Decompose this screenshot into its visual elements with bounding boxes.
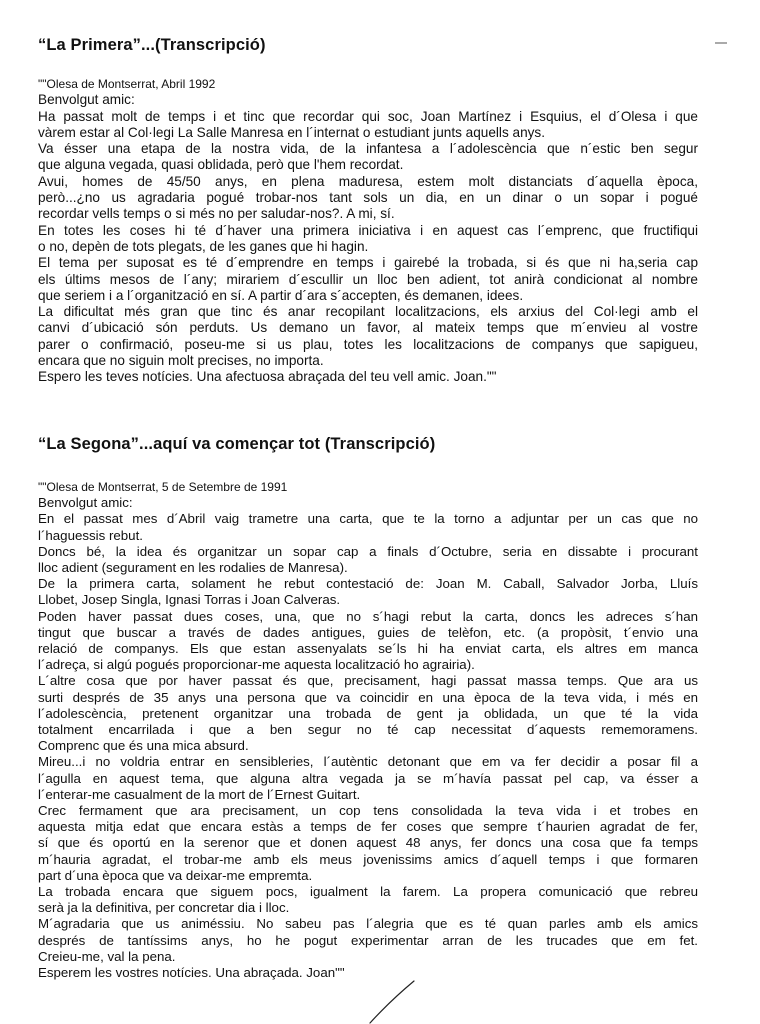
- letter-2-line: M´agradaria que us animéssiu. No sabeu pas l´alegria que es té quan parles amb els amics: [38, 916, 698, 932]
- letter-1-line: En totes les coses hi té d´haver una primera iniciativa i en aquest cas l´emprenc, que fructifiqui: [38, 222, 698, 238]
- letter-2-line: totalment encarrilada i que a ben segur no té cap necessitat d´aquests rememoramens.: [38, 722, 698, 738]
- letter-1-line: Ha passat molt de temps i et tinc que recordar qui soc, Joan Martínez i Esquius, el d´Olesa i que: [38, 108, 698, 124]
- letter-1-dateline: ""Olesa de Montserrat, Abril 1992: [38, 77, 216, 91]
- letter-2: [38, 479, 698, 981]
- letter-2-line: Mireu...i no voldria entrar en sensibleries, l´autèntic detonant que em va fer decidir a posar fil a: [38, 754, 698, 770]
- letter-2-line: després de tantíssims anys, ho he pogut experimentar arran de les trucades que em fet.: [38, 932, 698, 948]
- letter-1-signoff: Espero les teves notícies. Una afectuosa abraçada del teu vell amic. Joan."": [38, 369, 497, 385]
- letter-1-line: que seriem i a l´organització en sí. A partir d´ara s´accepten, és demanen, idees.: [38, 287, 524, 303]
- letter-2-line: L´altre cosa que por haver passat és que, precisament, hagi passat massa temps. Que ara us: [38, 673, 698, 689]
- corner-mark-icon: [714, 38, 728, 48]
- letter-2-line: l´agulla en aquest tema, que alguna altra vegada ja se m´havía passat pel cap, va ésser a: [38, 770, 698, 786]
- letter-2-line: tingut que buscar a través de dades antigues, guies de telèfon, etc. (a propòsit, t´envio una: [38, 624, 698, 640]
- section-1-title: “La Primera”...(Transcripció): [38, 36, 266, 54]
- letter-1-line: però...¿no us agradaria pogué trobar-nos tant sols un dia, en un dinar o un sopar i pogué: [38, 190, 698, 206]
- letter-2-signoff: Esperem les vostres notícies. Una abraçada. Joan"": [38, 965, 345, 981]
- letter-2-dateline: ""Olesa de Montserrat, 5 de Setembre de 1991: [38, 480, 288, 494]
- letter-1-line: que alguna vegada, quasi oblidada, però que l'hem recordat.: [38, 157, 404, 173]
- letter-2-line: Crec fermament que ara precisament, un cop tens consolidada la teva vida i et trobes en: [38, 803, 698, 819]
- letter-1-line: vàrem estar al Col·legi La Salle Manresa en l´internat o estudiant junts aquells anys.: [38, 124, 546, 140]
- letter-2-line: l´adolescència, pretenent organitzar una trobada de gent ja oblidada, un que té la vida: [38, 705, 698, 721]
- letter-1-line: encara que no siguin molt precises, no importa.: [38, 353, 324, 369]
- letter-1-line: La dificultat més gran que tinc és anar recopilant localitzacions, els arxius del Col·legi amb el: [38, 304, 698, 320]
- letter-1-line: Va ésser una etapa de la nostra vida, de la infantesa a l´adolescència que n´estic ben segur: [38, 141, 698, 157]
- letter-2-line: lloc adient (segurament en les rodalies de Manresa).: [38, 560, 348, 576]
- letter-1-line: els últims mesos de l´any; mirariem d´escullir un lloc ben adient, tot anirà condicionat al nombre: [38, 271, 698, 287]
- letter-2-line: Doncs bé, la idea és organitzar un sopar cap a finals d´Octubre, seria en dissabte i procurant: [38, 543, 698, 559]
- letter-2-line: En el passat mes d´Abril vaig trametre una carta, que te la torno a adjuntar per un cas que no: [38, 511, 698, 527]
- letter-1-line: o no, depèn de tots plegats, de les ganes que hi hagin.: [38, 238, 369, 254]
- letter-2-line: Poden haver passat dues coses, una, que no s´hagi rebut la carta, doncs les adreces s´han: [38, 608, 698, 624]
- letter-1-line: parer o confirmació, poseu-me si us plau, totes les localitzacions de companys que sapigueu,: [38, 336, 698, 352]
- section-2-title: “La Segona”...aquí va començar tot (Transcripció): [38, 435, 436, 453]
- letter-2-line: serà ja la definitiva, per concretar dia i lloc.: [38, 900, 290, 916]
- letter-2-line: relació de companys. Els que estan assenyalats se´ls hi ha enviat carta, els altres em manca: [38, 641, 698, 657]
- letter-1-line: recordar vells temps o si més no per saludar-nos?. A mi, sí.: [38, 206, 395, 222]
- letter-2-line: surti després de 35 anys una persona que va coincidir en una època de la teva vida, i més en: [38, 689, 698, 705]
- letter-2-line: Llobet, Josep Singla, Ignasi Torras i Joan Calveras.: [38, 592, 341, 608]
- letter-1-line: El tema per suposat es té d´emprendre en temps i gairebé la trobada, si és que ni ha,seria cap: [38, 255, 698, 271]
- letter-2-line: sí que és oportú en la serenor que et donen aquest 48 anys, fer doncs una cosa que fa temps: [38, 835, 698, 851]
- letter-2-line: aquesta mitja edat que encara estàs a temps de fer coses que sempre t´haurien agradat de fer,: [38, 819, 698, 835]
- letter-2-line: Creieu-me, val la pena.: [38, 948, 176, 964]
- letter-2-line: l´adreça, si algú pogués proporcionar-me aquesta localització ho agrairia).: [38, 657, 475, 673]
- letter-1: [38, 76, 698, 386]
- letter-2-line: m´hauria agradat, el trobar-me amb els meus jovenissims amics d´aquell temps i que formaren: [38, 851, 698, 867]
- letter-1-line: Avui, homes de 45/50 anys, en plena maduresa, estem molt distanciats d´aquella època,: [38, 173, 698, 189]
- letter-2-line: l´enterar-me casualment de la mort de l´Ernest Guitart.: [38, 786, 361, 802]
- letter-2-line: l´haguessis rebut.: [38, 527, 143, 543]
- letter-2-line: part d´una època que va deixar-me empremta.: [38, 867, 313, 883]
- letter-2-line: La trobada encara que siguem pocs, igualment la farem. La propera comunicació que rebreu: [38, 884, 698, 900]
- letter-2-line: De la primera carta, solament he rebut contestació de: Joan M. Caball, Salvador Jorba, Lluís: [38, 576, 698, 592]
- pen-stroke-icon: [368, 978, 418, 1024]
- letter-1-greeting: Benvolgut amic:: [38, 92, 135, 108]
- letter-2-greeting: Benvolgut amic:: [38, 495, 133, 511]
- letter-1-line: canvi d´ubicació són perduts. Us demano un favor, al mateix temps que m´envieu al vostre: [38, 320, 698, 336]
- letter-2-line: Comprenc que és una mica absurd.: [38, 738, 249, 754]
